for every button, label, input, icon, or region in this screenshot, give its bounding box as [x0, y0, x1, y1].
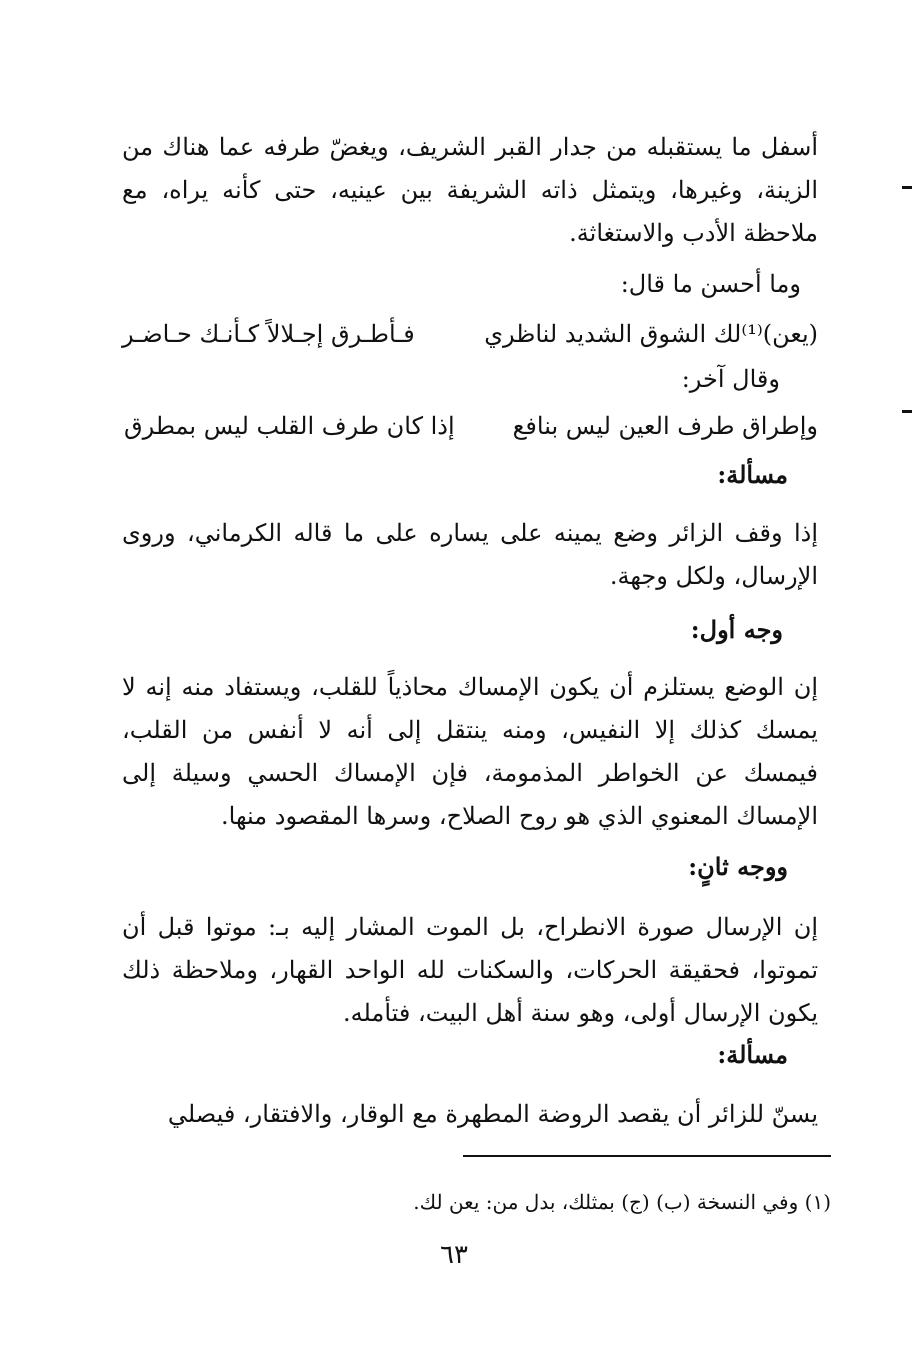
margin-mark [902, 410, 912, 413]
heading-wajh-awwal: وجه أول: [690, 615, 783, 644]
paragraph-4: إن الإرسال صورة الانطراح، بل الموت المشار إليه بـ: موتوا قبل أن تموتوا، فحقيقة الحركات، والسكنات لله الواحد القهار، وملاحظة ذلك يكون الإرسال أولى، وهو سنة أهل البيت، فتأمله. [122, 913, 818, 1027]
verse-2-first-hemistich: وإطراق طرف العين ليس بنافع [512, 412, 818, 440]
footnote-separator [463, 1155, 831, 1157]
heading-masala-2: مسألة: [717, 1040, 788, 1069]
paragraph-1: أسفل ما يستقبله من جدار القبر الشريف، ويغضّ طرفه عما هناك من الزينة، وغيرها، ويتمثل ذاته الشريفة بين عينيه، حتى كأنه يراه، مع ملاحظة الأدب والاستغاثة. [122, 133, 818, 247]
verse-1-second-hemistich: فـأطـرق إجـلالاً كـأنـك حـاضـر [122, 320, 415, 348]
paragraph-5: يسنّ للزائر أن يقصد الروضة المطهرة مع الوقار، والافتقار، فيصلي [167, 1100, 818, 1128]
heading-wajh-thani: ووجه ثانٍ: [688, 852, 788, 881]
heading-masala-1: مسألة: [717, 460, 788, 489]
paragraph-3: إن الوضع يستلزم أن يكون الإمساك محاذياً للقلب، ويستفاد منه إنه لا يمسك كذلك إلا النفيس، ومنه ينتقل إلى أنه لا أنفس من القلب، فيمسك عن الخواطر المذمومة، فإن الإمساك الحسي وسيلة إلى الإمساك المعنوي الذي هو روح الصلاح، وسرها المقصود منها. [122, 673, 818, 830]
verse-intro-1: وما أحسن ما قال: [620, 270, 801, 298]
page-number: ٦٣ [440, 1240, 468, 1270]
verse-intro-2: وقال آخر: [681, 365, 780, 393]
verse-1-first-hemistich: (يعن)⁽¹⁾لك الشوق الشديد لناظري [484, 320, 818, 348]
verse-2-second-hemistich: إذا كان طرف القلب ليس بمطرق [124, 412, 455, 440]
paragraph-2: إذا وقف الزائر وضع يمينه على يساره على ما قاله الكرماني، وروى الإرسال، ولكل وجهة. [122, 519, 818, 590]
margin-mark [902, 186, 912, 189]
footnote: (١) وفي النسخة (ب) (ج) بمثلك، بدل من: يعن لك. [413, 1190, 831, 1214]
